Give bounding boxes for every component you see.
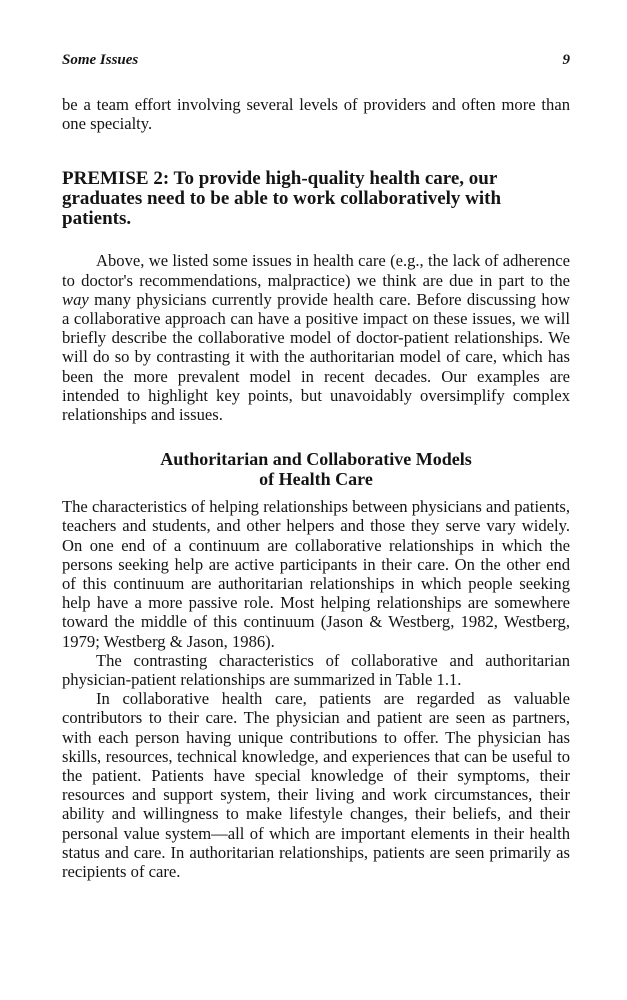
continuation-paragraph: be a team effort involving several levels of providers and often more than one specialty. [62,95,570,134]
paragraph-table-reference: The contrasting characteristics of collaborative and authoritarian physician-patient relationships are summarized in Table 1.1. [62,650,570,690]
paragraph-characteristics: The characteristics of helping relationships between physicians and patients, teachers and students, and other helpers and those they serve vary widely. On one end of a continuum are collaborative relationships in which the persons seeking help are active participants in their care. On the other end of this continuum are authoritarian relationships in which people seeking help have a more passive role. Most helping relationships are somewhere toward the middle of this continuum (Jason & Westberg, 1982, Westberg, 1979; Westberg & Jason, 1986). [62,497,570,651]
paragraph-above-emphasis: way [62,289,89,309]
running-head-title: Some Issues [62,52,139,68]
paragraph-above-end: many physicians currently provide health care. Before discussing how a collaborative approach can have a positive impact on these issues, we will briefly describe the collaborative model of doctor-patient relationships. We will do so by contrasting it with the authoritarian model of care, which has been the more prevalent model in recent decades. Our examples are intended to highlight key points, but unavoidably oversimplify complex relationships and issues. [62,289,570,425]
page-number: 9 [562,52,570,68]
section-heading-line-1: Authoritarian and Collaborative Models [160,449,472,470]
book-page [62,52,570,881]
paragraph-above-start: Above, we listed some issues in health care (e.g., the lack of adherence to doctor's recommendations, malpractice) we think are due in part to the [62,251,570,290]
running-head [62,52,570,69]
paragraph-above [62,251,570,424]
premise-heading: PREMISE 2: To provide high-quality health care, our graduates need to be able to work collaboratively with patients. [62,168,502,230]
section-heading [62,449,570,489]
paragraph-collaborative-care: In collaborative health care, patients are regarded as valuable contributors to their care. The physician and patient are seen as partners, with each person having unique contributions to offer. The physician has skills, resources, technical knowledge, and experiences that can be useful to the patient. Patients have special knowledge of their symptoms, their resources and support system, their living and work circumstances, their ability and willingness to make lifestyle changes, their beliefs, and their personal value system—all of which are important elements in their health status and care. In authoritarian relationships, patients are seen primarily as recipients of care. [62,689,570,882]
section-heading-line-2: of Health Care [259,469,373,490]
